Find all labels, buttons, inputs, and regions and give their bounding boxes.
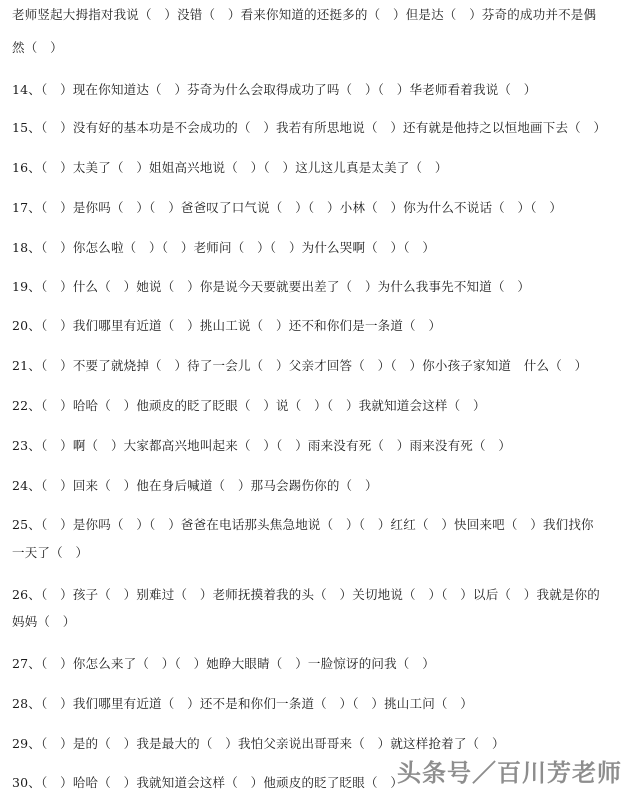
question-20: 20、（ ）我们哪里有近道（ ）挑山工说（ ）还不和你们是一条道（ ） [12,318,442,333]
question-24: 24、（ ）回来（ ）他在身后喊道（ ）那马会踢伤你的（ ） [12,478,378,493]
question-22: 22、（ ）哈哈（ ）他顽皮的眨了眨眼（ ）说（ ）（ ）我就知道会这样（ ） [12,398,486,413]
question-28: 28、（ ）我们哪里有近道（ ）还不是和你们一条道（ ）（ ）挑山工问（ ） [12,696,474,711]
question-19: 19、（ ）什么（ ）她说（ ）你是说今天要就要出差了（ ）为什么我事先不知道（ ） [12,279,531,294]
question-30: 30、（ ）哈哈（ ）我就知道会这样（ ）他顽皮的眨了眨眼（ ） [12,775,404,790]
text-line: 妈妈（ ） [12,614,76,629]
question-16: 16、（ ）太美了（ ）姐姐高兴地说（ ）（ ）这儿这儿真是太美了（ ） [12,160,448,175]
question-27: 27、（ ）你怎么来了（ ）（ ）她睁大眼睛（ ）一脸惊讶的问我（ ） [12,656,435,671]
text-line: 一天了（ ） [12,545,89,560]
question-14: 14、（ ）现在你知道达（ ）芬奇为什么会取得成功了吗（ ）（ ）华老师看着我说（ ） [12,82,537,97]
question-29: 29、（ ）是的（ ）我是最大的（ ）我怕父亲说出哥哥来（ ）就这样抢着了（ ） [12,736,505,751]
watermark: 头条号／百川芳老师 [397,759,622,787]
text-line: 老师竖起大拇指对我说（ ）没错（ ）看来你知道的还挺多的（ ）但是达（ ）芬奇的成功并不是偶 [12,7,597,22]
question-17: 17、（ ）是你吗（ ）（ ）爸爸叹了口气说（ ）（ ）小林（ ）你为什么不说话（ ）（ ） [12,200,563,215]
question-25: 25、（ ）是你吗（ ）（ ）爸爸在电话那头焦急地说（ ）（ ）红红（ ）快回来吧（ ）我们找你 [12,517,594,532]
question-21: 21、（ ）不要了就烧掉（ ）待了一会儿（ ）父亲才回答（ ）（ ）你小孩子家知道 什么（ ） [12,358,588,373]
question-23: 23、（ ）啊（ ）大家都高兴地叫起来（ ）（ ）雨来没有死（ ）雨来没有死（ ） [12,438,512,453]
question-18: 18、（ ）你怎么啦（ ）（ ）老师问（ ）（ ）为什么哭啊（ ）（ ） [12,240,436,255]
question-26: 26、（ ）孩子（ ）别难过（ ）老师抚摸着我的头（ ）关切地说（ ）（ ）以后（ ）我就是你的 [12,587,601,602]
text-line: 然（ ） [12,40,63,55]
question-15: 15、（ ）没有好的基本功是不会成功的（ ）我若有所思地说（ ）还有就是他持之以恒地画下去（ ） [12,120,607,135]
